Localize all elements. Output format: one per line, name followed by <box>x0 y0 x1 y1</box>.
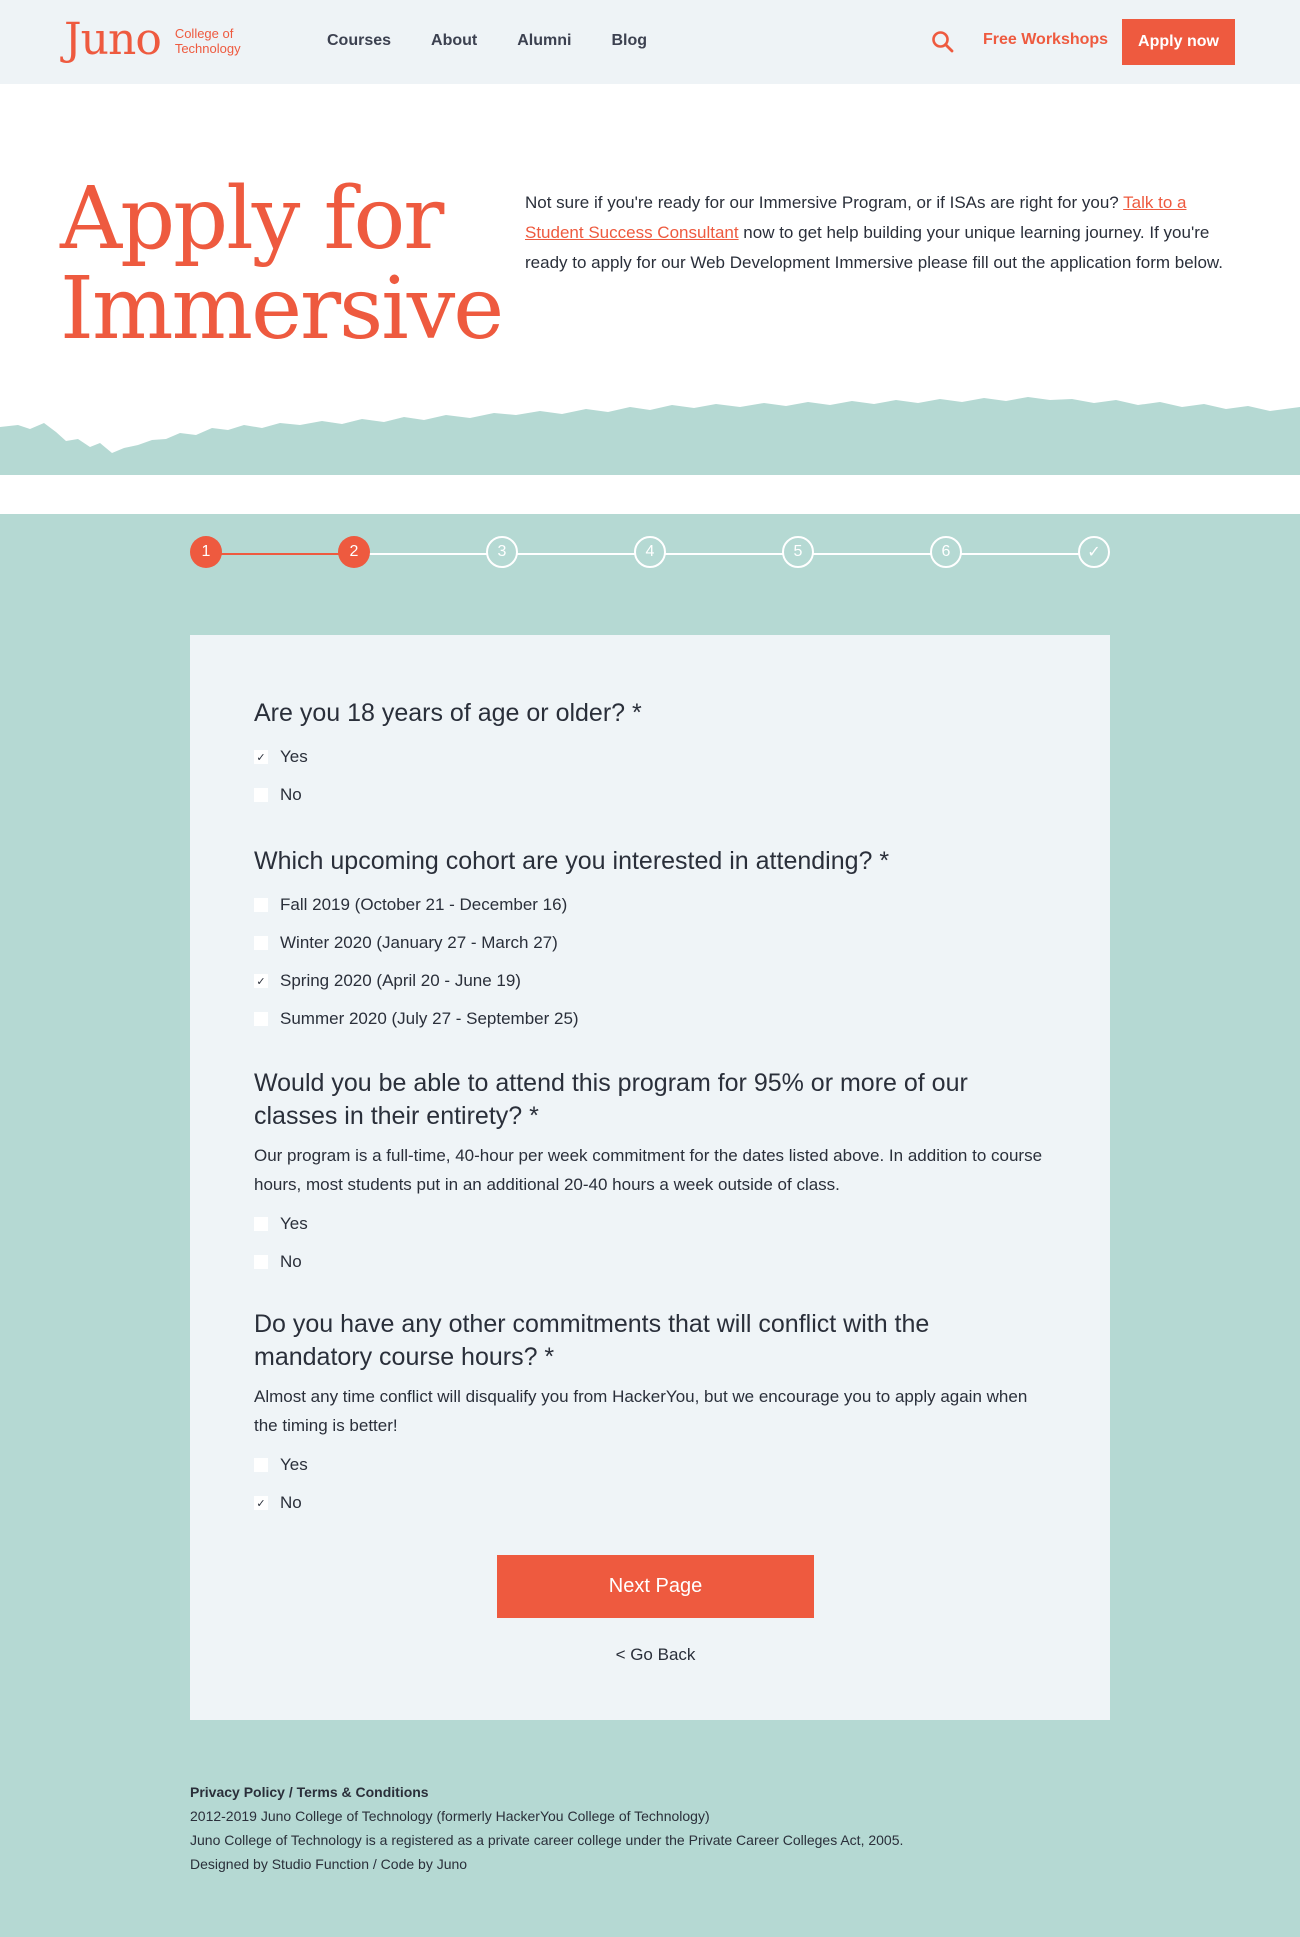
option-q2-2[interactable] <box>254 962 1044 1000</box>
stepper-line-todo <box>354 553 1094 555</box>
search-icon[interactable] <box>930 29 956 55</box>
checkbox[interactable] <box>254 1255 268 1269</box>
question-commitments <box>254 1308 1044 1522</box>
main-nav <box>327 32 647 50</box>
progress-stepper <box>190 536 1110 572</box>
hero-intro <box>525 188 1235 278</box>
nav-blog[interactable]: Blog <box>611 32 647 49</box>
nav-about[interactable]: About <box>431 32 478 49</box>
footer-credits: Designed by Studio Function / Code by Juno <box>190 1856 468 1872</box>
footer-registration: Juno College of Technology is a registered as a private career college under the Private Career Colleges Act, 2005. <box>190 1832 904 1848</box>
step-5: 5 <box>782 536 814 568</box>
option-q4-0[interactable] <box>254 1446 1044 1484</box>
nav-alumni[interactable]: Alumni <box>517 32 572 49</box>
footer-separator: / <box>284 1784 297 1800</box>
option-label: No <box>280 1252 302 1271</box>
checkbox[interactable] <box>254 1217 268 1231</box>
option-q2-3[interactable] <box>254 1000 1044 1038</box>
question-description: Our program is a full-time, 40-hour per week commitment for the dates listed above. In addition to course hours, most students put in an additional 20-40 hours a week outside of class. <box>254 1146 1043 1194</box>
site-header <box>0 0 1300 84</box>
application-form <box>190 635 1110 1720</box>
option-label: Yes <box>280 1455 308 1474</box>
step-1: 1 <box>190 536 222 568</box>
page-title-line1: Apply for <box>60 169 443 269</box>
logo-subtitle <box>175 26 241 56</box>
juno-logo[interactable] <box>64 14 241 66</box>
options <box>254 1205 1044 1281</box>
nav-courses[interactable]: Courses <box>327 32 392 49</box>
question-cohort <box>254 845 1044 1038</box>
logo-wordmark: Juno <box>64 14 161 65</box>
option-q4-1[interactable] <box>254 1484 1044 1522</box>
option-q2-1[interactable] <box>254 924 1044 962</box>
question-title: Do you have any other commitments that will conflict with the mandatory course hours? * <box>254 1310 930 1371</box>
torn-paper-edge <box>0 395 1300 475</box>
step-2: 2 <box>338 536 370 568</box>
footer-links <box>190 1780 1090 1804</box>
checkbox[interactable] <box>254 1012 268 1026</box>
options <box>254 1446 1044 1522</box>
stepper-line-done <box>206 553 354 555</box>
option-label: Yes <box>280 747 308 766</box>
logo-subtitle-line1: College of <box>174 26 234 41</box>
checkbox[interactable] <box>254 788 268 802</box>
step-complete-check-icon: ✓ <box>1078 536 1110 568</box>
option-label: Summer 2020 (July 27 - September 25) <box>280 1009 579 1028</box>
step-4: 4 <box>634 536 666 568</box>
next-page-button[interactable]: Next Page <box>497 1555 814 1618</box>
free-workshops-link[interactable]: Free Workshops <box>983 31 1109 48</box>
page-title <box>60 169 503 359</box>
go-back-link[interactable]: < Go Back <box>615 1645 696 1664</box>
option-q3-0[interactable] <box>254 1205 1044 1243</box>
question-description: Almost any time conflict will disqualify you from HackerYou, but we encourage you to apply again when the timing is better! <box>254 1387 1028 1435</box>
option-label: Winter 2020 (January 27 - March 27) <box>280 933 558 952</box>
option-q3-1[interactable] <box>254 1243 1044 1281</box>
option-q1-1[interactable] <box>254 776 1044 814</box>
terms-link[interactable]: Terms & Conditions <box>296 1784 429 1800</box>
step-3: 3 <box>486 536 518 568</box>
option-label: No <box>280 1493 302 1512</box>
option-label: Spring 2020 (April 20 - June 19) <box>280 971 521 990</box>
question-title: Are you 18 years of age or older? * <box>254 699 642 727</box>
logo-subtitle-line2: Technology <box>174 41 241 56</box>
checkbox-checked-icon[interactable]: ✓ <box>254 1496 268 1510</box>
option-label: Yes <box>280 1214 308 1233</box>
option-label: No <box>280 785 302 804</box>
intro-text-after: now to get help building your unique learning journey. If you're ready to apply for our Web Development Immersive please fill out the application form below. <box>525 223 1223 272</box>
option-q2-0[interactable] <box>254 886 1044 924</box>
question-title: Would you be able to attend this program for 95% or more of our classes in their entirety? * <box>254 1069 968 1130</box>
apply-now-button[interactable]: Apply now <box>1122 19 1235 65</box>
option-q1-0[interactable] <box>254 738 1044 776</box>
intro-text-before: Not sure if you're ready for our Immersive Program, or if ISAs are right for you? <box>525 193 1124 212</box>
checkbox[interactable] <box>254 936 268 950</box>
checkbox-checked-icon[interactable]: ✓ <box>254 750 268 764</box>
options <box>254 738 1044 814</box>
checkbox[interactable] <box>254 1458 268 1472</box>
question-attendance <box>254 1067 1044 1281</box>
question-title: Which upcoming cohort are you interested in attending? * <box>254 847 890 875</box>
options <box>254 886 1044 1038</box>
step-6: 6 <box>930 536 962 568</box>
footer-copyright: 2012-2019 Juno College of Technology (formerly HackerYou College of Technology) <box>190 1808 710 1824</box>
option-label: Fall 2019 (October 21 - December 16) <box>280 895 568 914</box>
page-title-line2: Immersive <box>60 259 503 359</box>
question-age <box>254 697 1044 814</box>
site-footer <box>190 1780 1090 1876</box>
checkbox-checked-icon[interactable]: ✓ <box>254 974 268 988</box>
checkbox[interactable] <box>254 898 268 912</box>
consultant-link[interactable]: Talk to a Student Success Consultant <box>525 193 1187 242</box>
privacy-policy-link[interactable]: Privacy Policy <box>190 1784 285 1800</box>
